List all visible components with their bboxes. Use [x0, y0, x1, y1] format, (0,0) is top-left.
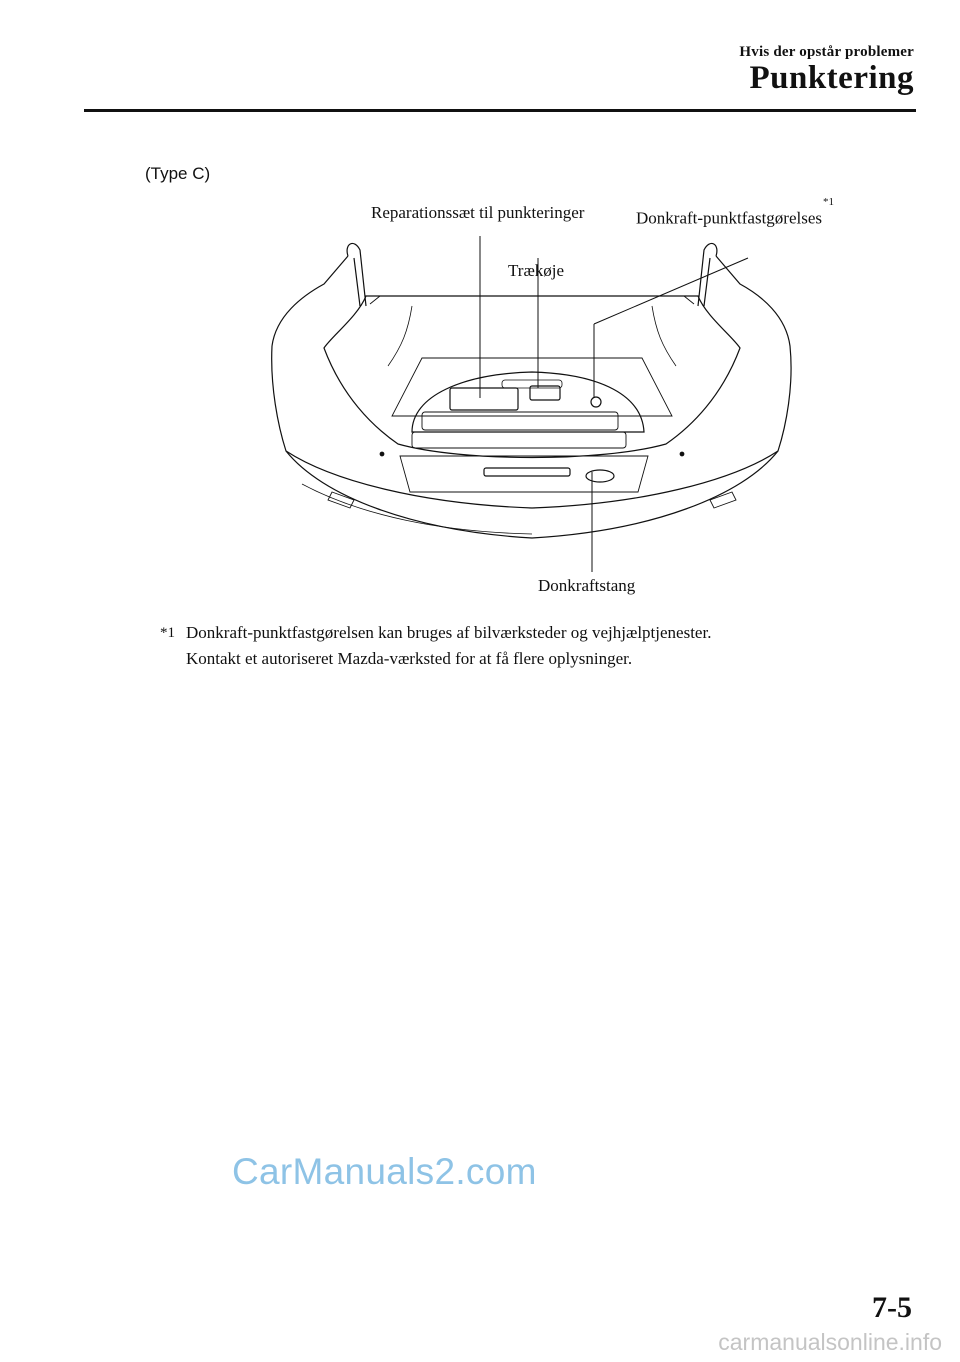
- jack-point: [591, 397, 601, 407]
- right-reflector: [710, 492, 736, 508]
- trunk-side-walls: [388, 306, 676, 366]
- lower-compartment: [400, 456, 648, 492]
- figure-type-label: (Type C): [145, 164, 211, 183]
- spare-well: [412, 372, 644, 432]
- page-number: 7-5: [872, 1291, 912, 1324]
- footnote-mark: *1: [160, 625, 175, 641]
- trunk-floor: [392, 358, 672, 416]
- trunk-opening: [324, 296, 740, 458]
- bumper-lower-line: [302, 484, 532, 534]
- storage-tray-lower: [412, 432, 626, 448]
- footnote-text: [186, 620, 711, 672]
- leader-jack-point-a: [594, 258, 748, 324]
- trunk-diagram: [262, 236, 802, 576]
- storage-tray: [422, 412, 618, 430]
- callout-tow-hook: Trækøje: [508, 261, 565, 280]
- left-reflector: [328, 492, 354, 508]
- trunk-rear-edge: [370, 296, 694, 304]
- callout-jack-point-text: Donkraft-punktfastgørelses: [636, 208, 823, 228]
- left-marker-dot: [380, 452, 384, 456]
- jack-rod: [484, 468, 570, 476]
- site-watermark: carmanualsonline.info: [718, 1329, 942, 1355]
- footnote: [160, 620, 711, 672]
- jack-rod-handle: [586, 470, 614, 482]
- left-hinge: [347, 243, 366, 306]
- right-marker-dot: [680, 452, 684, 456]
- callout-jack-point-mark: *1: [823, 196, 835, 208]
- brand-watermark: CarManuals2.com: [232, 1151, 537, 1192]
- bumper-line: [286, 451, 778, 508]
- repair-kit-box: [450, 388, 518, 410]
- footnote-line: Donkraft-punktfastgørelsen kan bruges af bilværksteder og vejhjælptjenester.: [186, 623, 712, 642]
- tow-hook-holder: [502, 380, 562, 388]
- footnote-line: Kontakt et autoriseret Mazda-værksted for at få flere oplysninger.: [186, 649, 633, 668]
- callout-jack-point: [636, 196, 835, 229]
- right-hinge: [698, 243, 717, 306]
- page-title: Punktering: [749, 60, 914, 96]
- header-divider: [84, 109, 916, 112]
- callout-repair-kit: Reparationssæt til punkteringer: [371, 203, 585, 222]
- callout-jack-rod: Donkraftstang: [538, 576, 636, 595]
- section-heading: Hvis der opstår problemer: [739, 44, 914, 60]
